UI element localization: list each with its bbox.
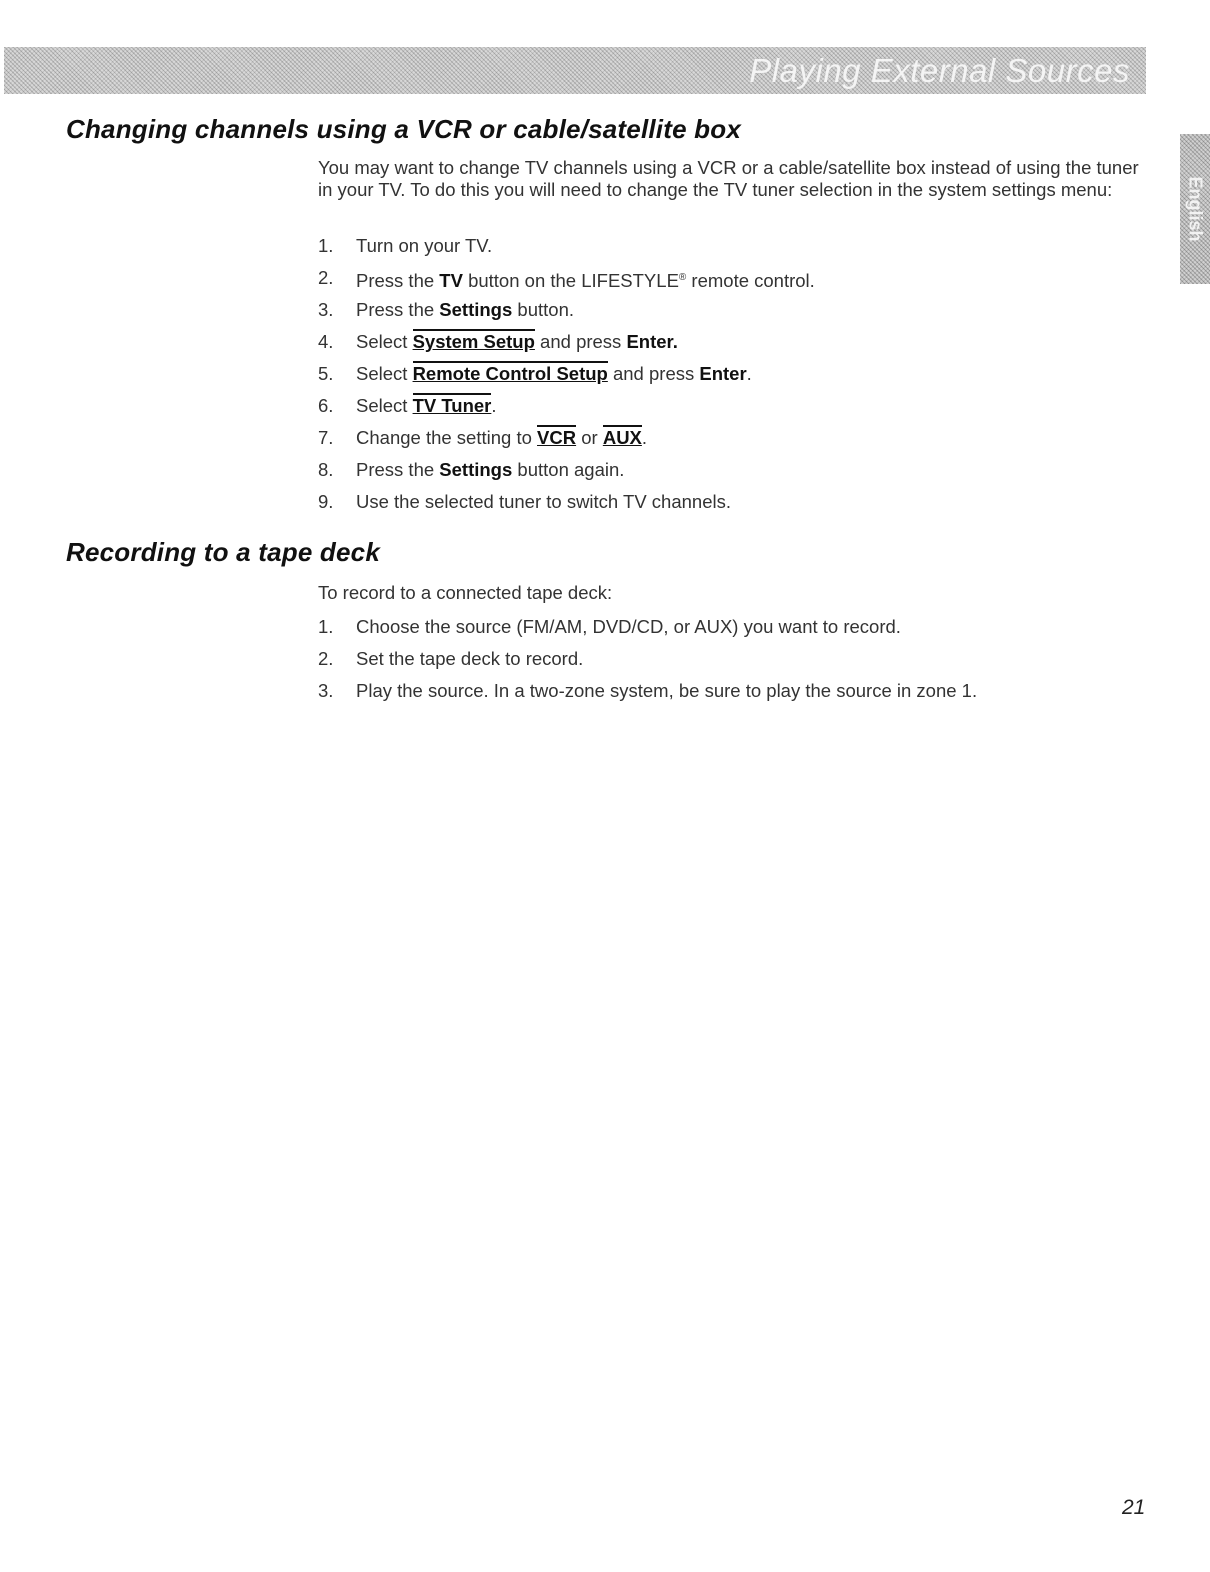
step-number: 6. — [318, 395, 334, 416]
step-number: 5. — [318, 363, 334, 384]
step-text: Choose the source (FM/AM, DVD/CD, or AUX) you want to record. — [356, 616, 901, 637]
section2-intro: To record to a connected tape deck: — [318, 582, 613, 603]
menu-item-tv-tuner: TV Tuner — [412, 395, 492, 416]
button-name-tv: TV — [439, 270, 463, 292]
step-text: Use the selected tuner to switch TV channels. — [356, 491, 731, 512]
registered-mark: ® — [678, 272, 687, 283]
step-number: 7. — [318, 427, 334, 448]
section2-step-list — [318, 616, 977, 712]
step-number: 9. — [318, 491, 334, 512]
step-number: 3. — [318, 680, 334, 701]
section-heading-changing-channels: Changing channels using a VCR or cable/satellite box — [66, 114, 741, 144]
list-item — [318, 363, 815, 395]
section1-step-list — [318, 235, 815, 523]
step-text: button again. — [512, 459, 625, 480]
list-item — [318, 395, 815, 427]
step-text: . — [746, 363, 752, 384]
step-text: button on the LIFESTYLE — [462, 270, 679, 292]
header-band — [4, 47, 1146, 94]
step-text: button. — [512, 299, 574, 320]
step-text: Select — [356, 395, 413, 416]
step-number: 2. — [318, 648, 334, 669]
button-name-settings: Settings — [439, 459, 513, 480]
step-text: and press — [534, 331, 627, 352]
list-item — [318, 616, 977, 648]
step-text: Press the — [356, 299, 440, 320]
header-title: Playing External Sources — [749, 52, 1130, 89]
step-number: 1. — [318, 235, 334, 256]
section-heading-recording: Recording to a tape deck — [66, 537, 380, 567]
button-name-settings: Settings — [439, 299, 513, 320]
step-text: Set the tape deck to record. — [356, 648, 584, 669]
list-item — [318, 427, 815, 459]
step-number: 2. — [318, 267, 334, 288]
list-item — [318, 648, 977, 680]
menu-item-aux: AUX — [602, 427, 642, 448]
section1-intro: You may want to change TV channels using a VCR or a cable/satellite box instead of using the tuner in your TV. To do this you will need to change the TV tuner selection in the system settings menu: — [318, 157, 1139, 200]
step-number: 1. — [318, 616, 334, 637]
step-text: Press the — [356, 459, 440, 480]
button-name-enter: Enter. — [626, 331, 678, 352]
step-text: remote control. — [686, 270, 815, 292]
list-item — [318, 299, 815, 331]
step-text: Select — [356, 331, 413, 352]
step-text: . — [641, 427, 648, 448]
step-text: Turn on your TV. — [356, 235, 493, 256]
list-item — [318, 459, 815, 491]
step-text: Play the source. In a two-zone system, be sure to play the source in zone 1. — [356, 680, 978, 701]
language-tab-label: English — [1185, 176, 1206, 242]
step-number: 4. — [318, 331, 334, 352]
menu-item-remote-control-setup: Remote Control Setup — [412, 363, 608, 384]
page-number: 21 — [1122, 1496, 1146, 1519]
step-number: 3. — [318, 299, 334, 320]
list-item — [318, 491, 815, 523]
list-item — [318, 680, 977, 712]
button-name-enter: Enter — [699, 363, 747, 384]
menu-item-vcr: VCR — [537, 427, 577, 448]
step-text: Select — [356, 363, 413, 384]
menu-item-system-setup: System Setup — [412, 331, 535, 352]
step-text: or — [576, 427, 603, 448]
step-text: Press the — [356, 270, 440, 292]
step-number: 8. — [318, 459, 334, 480]
list-item — [318, 235, 815, 267]
list-item — [318, 267, 815, 299]
step-text: and press — [607, 363, 700, 384]
language-side-tab — [1180, 134, 1210, 284]
step-text: Change the setting to — [356, 427, 538, 448]
list-item — [318, 331, 815, 363]
step-text: . — [491, 395, 497, 416]
